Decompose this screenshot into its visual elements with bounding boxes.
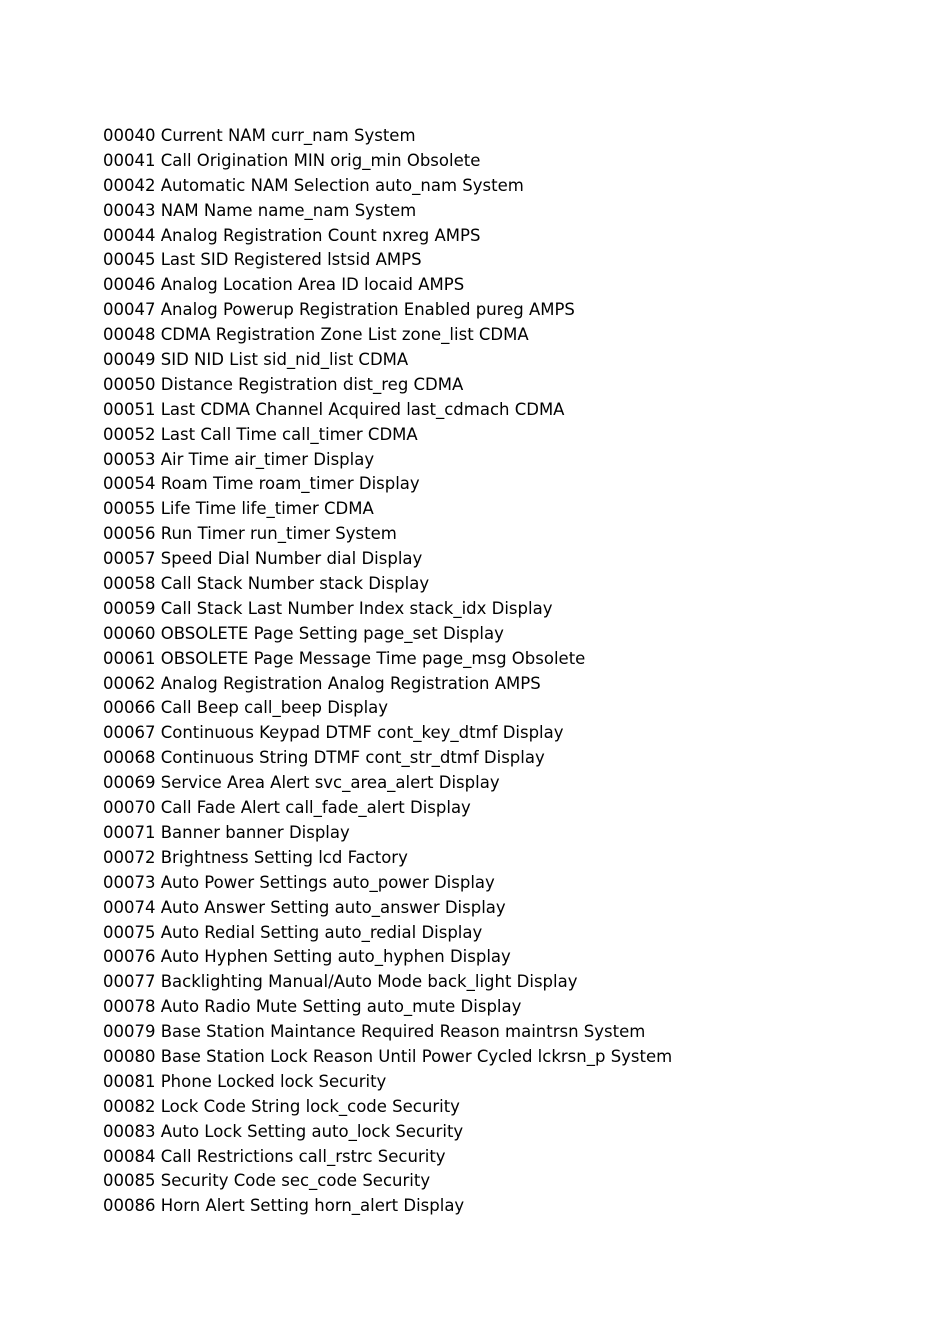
list-item: 00052 Last Call Time call_timer CDMA: [103, 424, 418, 444]
list-item: 00051 Last CDMA Channel Acquired last_cdmach CDMA: [103, 399, 565, 419]
list-item: 00061 OBSOLETE Page Message Time page_msg Obsolete: [103, 648, 586, 668]
list-item: 00069 Service Area Alert svc_area_alert Display: [103, 773, 500, 793]
item-list: [103, 124, 672, 1219]
list-item: 00055 Life Time life_timer CDMA: [103, 499, 374, 519]
list-item: 00048 CDMA Registration Zone List zone_list CDMA: [103, 325, 529, 345]
list-item: 00062 Analog Registration Analog Registration AMPS: [103, 673, 541, 693]
list-item: 00073 Auto Power Settings auto_power Display: [103, 872, 495, 892]
list-item: 00058 Call Stack Number stack Display: [103, 574, 430, 594]
list-item: 00060 OBSOLETE Page Setting page_set Display: [103, 623, 504, 643]
list-item: 00049 SID NID List sid_nid_list CDMA: [103, 350, 409, 370]
list-item: 00056 Run Timer run_timer System: [103, 524, 397, 544]
list-item: 00079 Base Station Maintance Required Reason maintrsn System: [103, 1022, 646, 1042]
list-item: 00078 Auto Radio Mute Setting auto_mute Display: [103, 997, 522, 1017]
list-item: 00053 Air Time air_timer Display: [103, 449, 375, 469]
list-item: 00059 Call Stack Last Number Index stack_idx Display: [103, 598, 553, 618]
list-item: 00077 Backlighting Manual/Auto Mode back_light Display: [103, 972, 578, 992]
list-item: 00054 Roam Time roam_timer Display: [103, 474, 420, 494]
list-item: 00070 Call Fade Alert call_fade_alert Display: [103, 798, 471, 818]
list-item: 00068 Continuous String DTMF cont_str_dtmf Display: [103, 748, 545, 768]
list-item: 00080 Base Station Lock Reason Until Power Cycled lckrsn_p System: [103, 1046, 673, 1066]
list-item: 00057 Speed Dial Number dial Display: [103, 549, 423, 569]
list-item: 00084 Call Restrictions call_rstrc Security: [103, 1146, 446, 1166]
list-item: 00042 Automatic NAM Selection auto_nam System: [103, 175, 524, 195]
list-item: 00050 Distance Registration dist_reg CDMA: [103, 374, 464, 394]
list-item: 00086 Horn Alert Setting horn_alert Display: [103, 1196, 465, 1216]
list-item: 00071 Banner banner Display: [103, 822, 350, 842]
list-item: 00085 Security Code sec_code Security: [103, 1171, 431, 1191]
list-item: 00040 Current NAM curr_nam System: [103, 126, 416, 145]
list-item: 00044 Analog Registration Count nxreg AMPS: [103, 225, 481, 245]
list-item: 00081 Phone Locked lock Security: [103, 1071, 387, 1091]
list-item: 00072 Brightness Setting lcd Factory: [103, 847, 408, 867]
list-item: 00082 Lock Code String lock_code Security: [103, 1096, 460, 1116]
list-item: 00045 Last SID Registered lstsid AMPS: [103, 250, 422, 270]
list-item: 00074 Auto Answer Setting auto_answer Display: [103, 897, 506, 917]
list-item: 00067 Continuous Keypad DTMF cont_key_dtmf Display: [103, 723, 564, 743]
list-item: 00066 Call Beep call_beep Display: [103, 698, 389, 718]
list-item: 00041 Call Origination MIN orig_min Obsolete: [103, 150, 481, 170]
list-item: 00046 Analog Location Area ID locaid AMPS: [103, 275, 465, 295]
list-item: 00043 NAM Name name_nam System: [103, 200, 417, 220]
list-item: 00076 Auto Hyphen Setting auto_hyphen Display: [103, 947, 511, 967]
list-item: 00047 Analog Powerup Registration Enabled pureg AMPS: [103, 300, 575, 320]
list-item: 00075 Auto Redial Setting auto_redial Display: [103, 922, 483, 942]
list-item: 00083 Auto Lock Setting auto_lock Security: [103, 1121, 464, 1141]
